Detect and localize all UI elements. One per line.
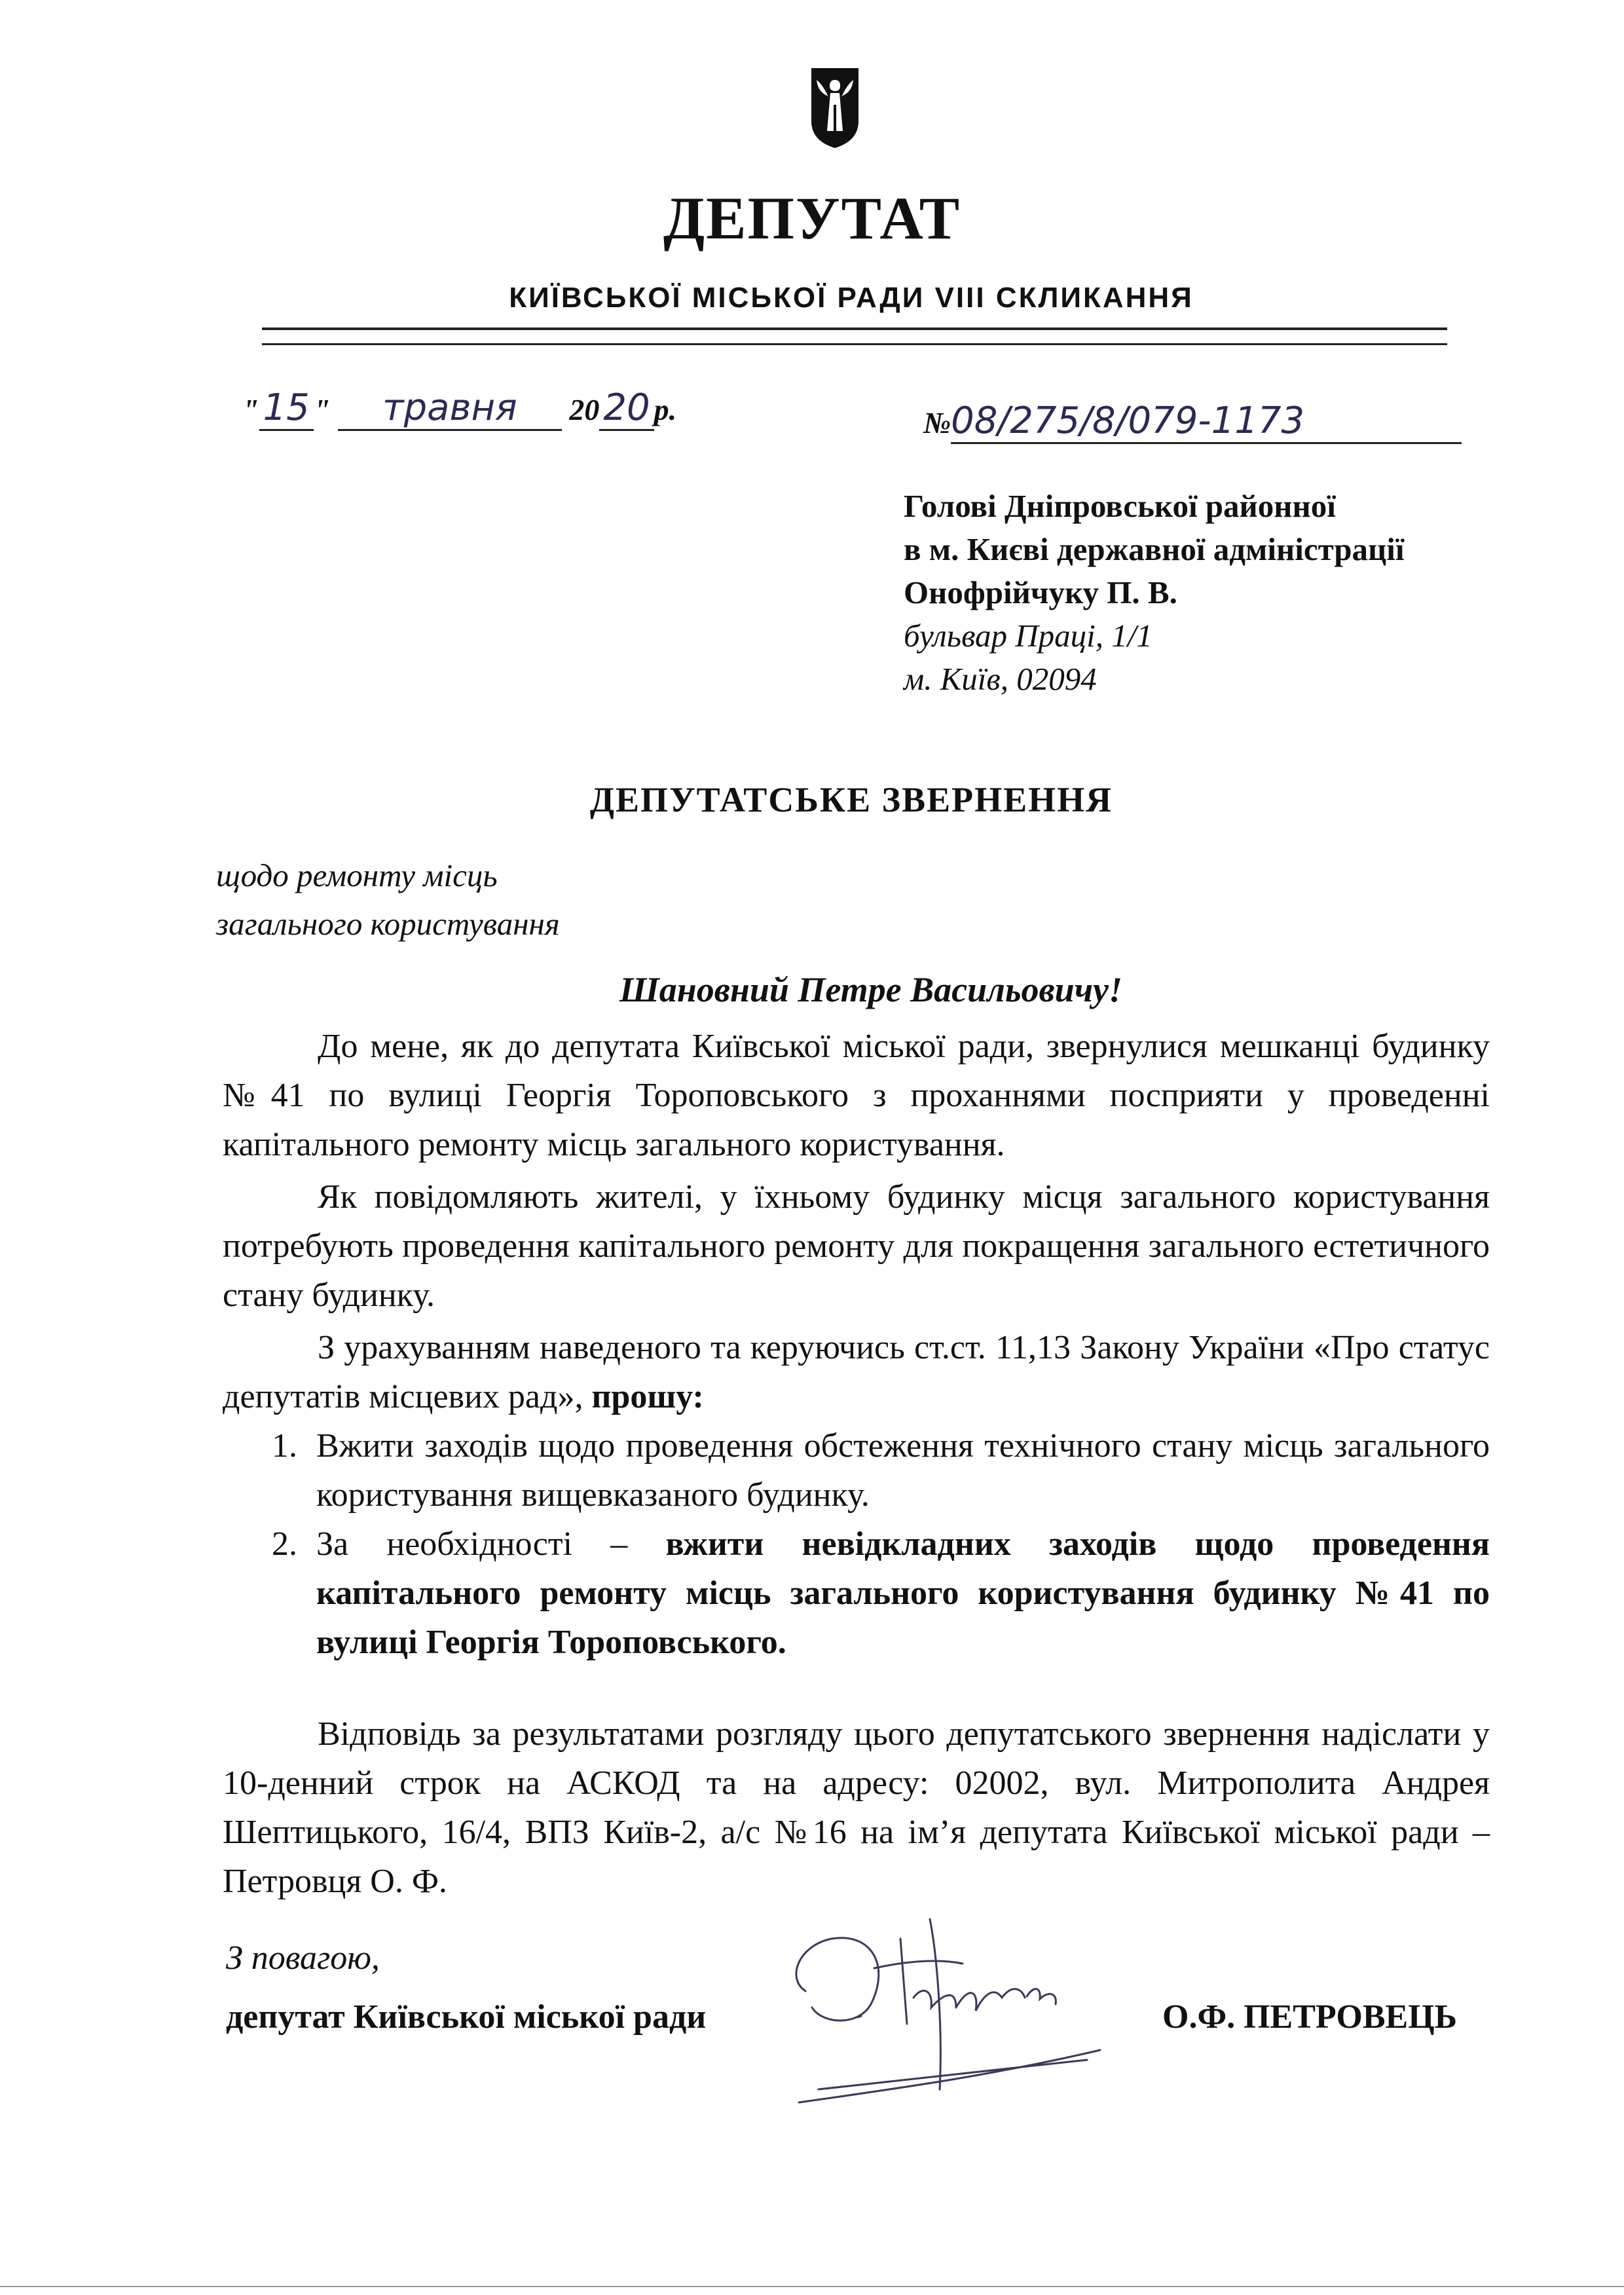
page-title: ДЕПУТАТ: [663, 185, 961, 252]
list-item-text: Вжити заходів щодо проведення обстеження технічного стану місць загального користування вищевказаного будинку.: [316, 1427, 1490, 1514]
number-value: 08/275/8/079-1173: [951, 400, 1462, 444]
document-number: [923, 400, 1462, 444]
signer-role: депутат Київської міської ради: [226, 1998, 707, 2036]
list-item: [272, 1421, 1490, 1520]
date-open-quote: ": [242, 393, 259, 426]
date-century: 20: [569, 393, 600, 426]
document-date: [242, 386, 676, 431]
paragraph-1: До мене, як до депутата Київської міської ради, звернулися мешканці будинку №41 по вулиці Георгія Тороповського з проханнями посприяти у проведенні капітального ремонту місць загального користування.: [223, 1028, 1490, 1163]
page-bottom-edge: [0, 2286, 1624, 2287]
date-close-quote: ": [313, 393, 331, 426]
list-item-text-bold: вжити невідкладних заходів щодо проведення капітального ремонту місць загального користування будинку №41 по вулиці Георгія Тороповського.: [316, 1525, 1490, 1661]
addressee-city: м. Київ, 02094: [904, 661, 1097, 697]
signer-name: О.Ф. ПЕТРОВЕЦЬ: [1162, 1998, 1458, 2036]
handwritten-signature-icon: [760, 1893, 1139, 2122]
date-suffix: р.: [654, 393, 677, 426]
list-item-text-plain: За необхідності –: [316, 1525, 666, 1563]
header-rule-bottom: [262, 343, 1447, 345]
closing-phrase: З повагою,: [226, 1939, 380, 1977]
date-day: 15: [259, 386, 314, 431]
list-item: [272, 1520, 1490, 1667]
addressee-block: [904, 485, 1404, 701]
subject-line: загального користування: [216, 906, 560, 942]
list-item-number: 2.: [272, 1525, 297, 1563]
list-item-text: [316, 1520, 1490, 1667]
list-item-number: 1.: [272, 1427, 297, 1465]
paragraph-3-text: З урахуванням наведеного та керуючись ст.ст. 11,13 Закону України «Про статус депутатів місцевих рад»,: [223, 1329, 1490, 1415]
date-month: травня: [338, 386, 562, 431]
paragraph-4: Відповідь за результатами розгляду цього депутатського звернення надіслати у 10-денний строк на АСКОД та на адресу: 02002, вул. Митрополита Андрея Шептицького, 16/4, ВПЗ Київ-2, а/с №16 на ім’я депутата Київської міської ради – Петровця О. Ф.: [223, 1715, 1490, 1900]
date-year: 20: [599, 386, 654, 431]
addressee-line: Голові Дніпровської районної: [904, 488, 1336, 524]
addressee-street: бульвар Праці, 1/1: [904, 618, 1153, 654]
page-subtitle: КИЇВСЬКОЇ МІСЬКОЇ РАДИ VIII СКЛИКАННЯ: [509, 282, 1194, 314]
salutation: Шановний Петре Васильовичу!: [619, 970, 1123, 1009]
kyiv-coat-of-arms-icon: [809, 65, 861, 151]
document-title: ДЕПУТАТСЬКЕ ЗВЕРНЕННЯ: [589, 780, 1113, 819]
paragraph-3: [223, 1323, 1490, 1421]
subject-line: щодо ремонту місць: [216, 857, 498, 893]
number-prefix: №: [923, 406, 951, 439]
addressee-name: Онофрійчуку П. В.: [904, 574, 1177, 610]
paragraph-2: Як повідомляють жителі, у їхньому будинку місця загального користування потребують проведення капітального ремонту для покращення загального естетичного стану будинку.: [223, 1178, 1490, 1314]
header-rule-top: [262, 327, 1447, 330]
document-subject: [216, 851, 560, 948]
addressee-line: в м. Києві державної адміністрації: [904, 531, 1405, 567]
paragraph-3-request: прошу:: [591, 1378, 704, 1415]
